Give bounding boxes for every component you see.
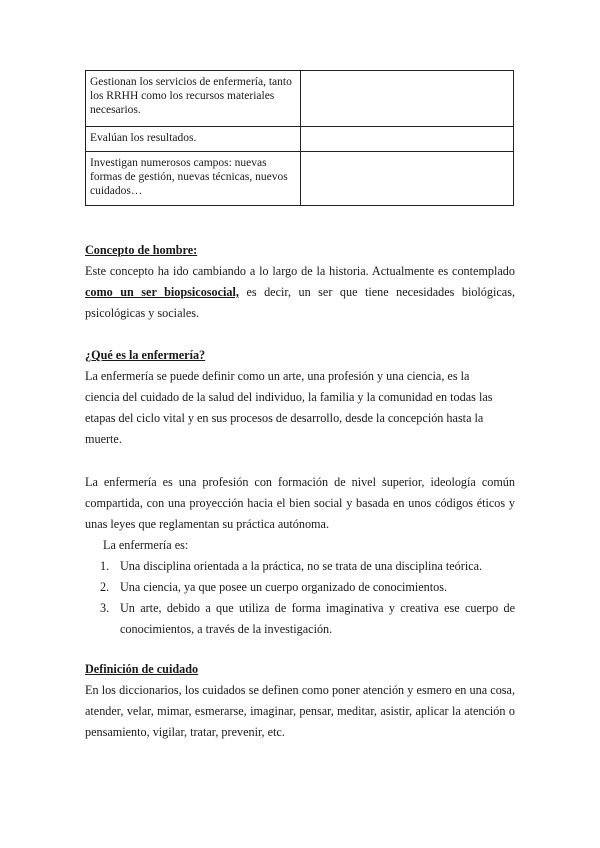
table-cell: Evalúan los resultados. bbox=[86, 127, 301, 152]
functions-table bbox=[85, 70, 514, 206]
section-heading: Definición de cuidado bbox=[85, 662, 199, 676]
list-intro: La enfermería es: bbox=[103, 538, 189, 552]
list-text: Una ciencia, ya que posee un cuerpo organizado de conocimientos. bbox=[120, 580, 448, 594]
section-que-es-enfermeria bbox=[85, 345, 515, 450]
paragraph: La enfermería es una profesión con formación de nivel superior, ideología común compartida, con una proyección hacia el bien social y basada en unos códigos éticos y unas leyes que reglamentan su práctica autónoma. bbox=[85, 475, 515, 531]
list-block bbox=[85, 535, 515, 640]
list-number: 1. bbox=[100, 559, 110, 573]
list-item bbox=[85, 556, 515, 577]
table-row bbox=[86, 127, 514, 152]
paragraph-line: muerte. bbox=[85, 432, 122, 446]
paragraph bbox=[85, 366, 515, 450]
paragraph-text: Este concepto ha ido cambiando a lo largo de la historia. Actualmente es contemplado bbox=[85, 264, 515, 278]
emphasis-text: como un ser biopsicosocial, bbox=[85, 285, 239, 299]
table-cell bbox=[301, 127, 514, 152]
paragraph-text: es decir, un ser que tiene necesidades biológicas, psicológicas y sociales. bbox=[85, 285, 515, 320]
section-concepto-hombre bbox=[85, 240, 515, 324]
section-definicion-cuidado bbox=[85, 659, 515, 743]
table-cell: Gestionan los servicios de enfermería, tanto los RRHH como los recursos materiales necesarios. bbox=[86, 71, 301, 127]
paragraph bbox=[85, 261, 515, 324]
paragraph: En los diccionarios, los cuidados se definen como poner atención y esmero en una cosa, atender, velar, mimar, esmerarse, imaginar, pensar, meditar, asistir, aplicar la atención o pensamiento, vigilar, tratar, prevenir, etc. bbox=[85, 683, 515, 739]
paragraph-line: La enfermería se puede definir como un arte, una profesión y una ciencia, es la bbox=[85, 369, 470, 383]
list-item bbox=[85, 598, 515, 640]
table-cell: Investigan numerosos campos: nuevas formas de gestión, nuevas técnicas, nuevos cuidados… bbox=[86, 152, 301, 206]
section-heading: Concepto de hombre: bbox=[85, 243, 198, 257]
numbered-list bbox=[85, 556, 515, 640]
list-text: Una disciplina orientada a la práctica, no se trata de una disciplina teórica. bbox=[120, 559, 483, 573]
paragraph-line: etapas del ciclo vital y en sus procesos de desarrollo, desde la concepción hasta la bbox=[85, 411, 484, 425]
table-row bbox=[86, 152, 514, 206]
table-cell bbox=[301, 152, 514, 206]
table-row bbox=[86, 71, 514, 127]
table-cell bbox=[301, 71, 514, 127]
paragraph-line: ciencia del cuidado de la salud del individuo, la familia y la comunidad en todas las bbox=[85, 390, 493, 404]
list-text: Un arte, debido a que utiliza de forma imaginativa y creativa ese cuerpo de conocimientos, a través de la investigación. bbox=[120, 601, 515, 636]
section-heading: ¿Qué es la enfermería? bbox=[85, 348, 206, 362]
list-number: 2. bbox=[100, 580, 110, 594]
list-item bbox=[85, 577, 515, 598]
list-number: 3. bbox=[100, 601, 110, 615]
